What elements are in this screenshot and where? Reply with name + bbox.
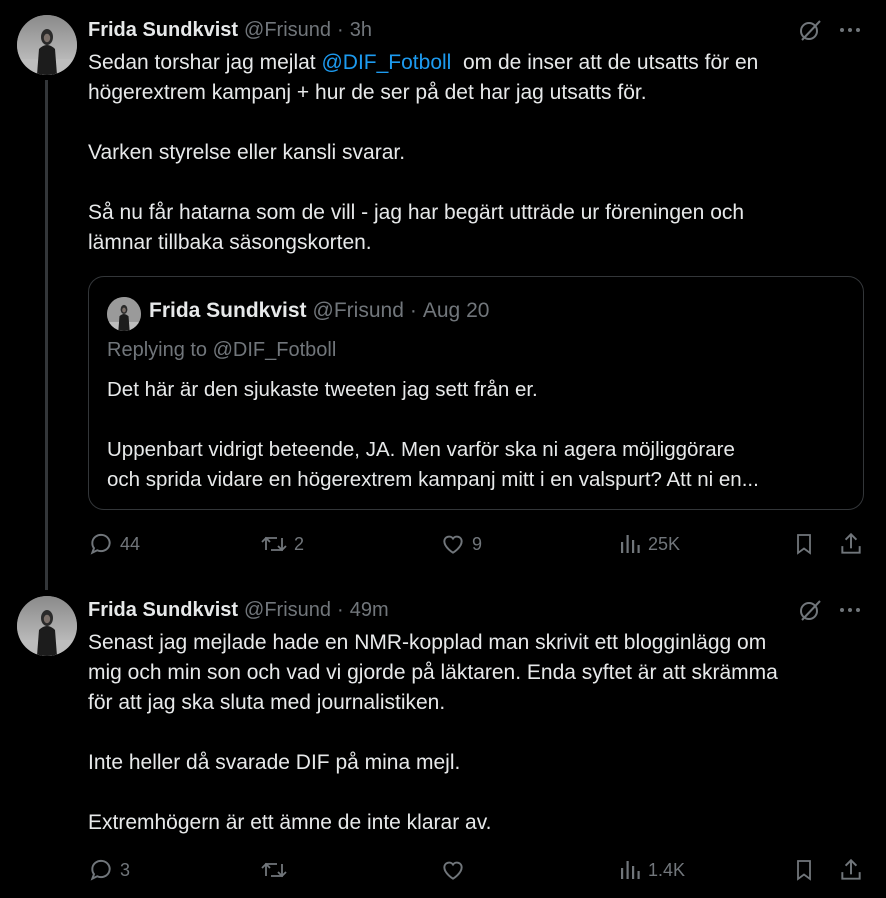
like-icon xyxy=(440,531,466,557)
reply-icon xyxy=(88,531,114,557)
tweet-top-icons xyxy=(798,598,862,622)
mention-link[interactable]: @DIF_Fotboll xyxy=(321,51,452,74)
tweet-text: Senast jag mejlade hade en NMR-kopplad man skrivit ett blogginlägg om mig och min son och vad vi gjorde på läktaren. Enda syftet är att skrämma för att jag ska sluta med journalistiken. Inte heller då svarade DIF på mina mejl. Extremhögern är ett ämne de inte klarar av. xyxy=(88,631,778,834)
quote-author-handle: @Frisund xyxy=(312,299,404,322)
bookmark-icon xyxy=(792,531,816,557)
tweet-text xyxy=(88,48,868,258)
tweet-2[interactable] xyxy=(0,590,886,898)
views-count: 25K xyxy=(648,533,681,554)
bookmark-icon xyxy=(792,857,816,883)
quote-separator: · xyxy=(409,299,417,322)
views-button[interactable] xyxy=(618,857,685,883)
separator: · xyxy=(337,18,344,41)
views-icon xyxy=(618,857,642,883)
tweet-top-icons xyxy=(798,18,862,42)
bookmark-button[interactable] xyxy=(792,531,816,557)
share-icon xyxy=(838,857,864,883)
quote-author-name: Frida Sundkvist xyxy=(149,299,307,322)
tweet-actions xyxy=(88,857,866,887)
share-button[interactable] xyxy=(838,857,864,883)
reply-count: 44 xyxy=(120,533,141,554)
quoted-tweet[interactable] xyxy=(88,276,864,510)
quote-header xyxy=(149,299,489,323)
author-name[interactable]: Frida Sundkvist xyxy=(88,598,239,621)
repost-icon xyxy=(260,857,288,883)
reply-count: 3 xyxy=(120,859,131,880)
reply-button[interactable] xyxy=(88,857,130,883)
reply-button[interactable] xyxy=(88,531,140,557)
quote-replying-to: Replying to @DIF_Fotboll xyxy=(107,339,337,361)
separator: · xyxy=(337,598,344,621)
like-button[interactable] xyxy=(440,531,482,557)
views-button[interactable] xyxy=(618,531,680,557)
tweet-header xyxy=(88,16,372,44)
views-icon xyxy=(618,531,642,557)
timestamp[interactable]: 3h xyxy=(349,18,372,41)
like-icon xyxy=(440,857,466,883)
quote-timestamp: Aug 20 xyxy=(422,299,490,322)
views-count: 1.4K xyxy=(648,859,686,880)
share-button[interactable] xyxy=(838,531,864,557)
quote-text: Det här är den sjukaste tweeten jag sett från er. Uppenbart vidrigt beteende, JA. Men varför ska ni agera möjliggörare och sprida vidare en högerextrem kampanj mitt i en valspurt? Att ni en... xyxy=(107,378,759,491)
bookmark-button[interactable] xyxy=(792,857,816,883)
author-handle[interactable]: @Frisund xyxy=(244,598,332,621)
repost-button[interactable] xyxy=(260,857,294,883)
timestamp[interactable]: 49m xyxy=(349,598,389,621)
tweet-header xyxy=(88,596,389,624)
like-count: 9 xyxy=(472,533,483,554)
avatar[interactable] xyxy=(17,15,77,75)
like-button[interactable] xyxy=(440,857,472,883)
author-name[interactable]: Frida Sundkvist xyxy=(88,18,239,41)
repost-button[interactable] xyxy=(260,531,304,557)
tweet-text-part: Sedan torshar jag mejlat xyxy=(88,51,322,74)
more-icon[interactable] xyxy=(838,598,862,622)
tweet-actions xyxy=(88,531,866,561)
repost-icon xyxy=(260,531,288,557)
share-icon xyxy=(838,531,864,557)
avatar[interactable] xyxy=(17,596,77,656)
quote-avatar xyxy=(107,297,141,331)
more-icon[interactable] xyxy=(838,18,862,42)
repost-count: 2 xyxy=(294,533,305,554)
tweet-text-part: om de inser att de utsatts för en högerextrem kampanj + hur de ser på det har jag utsatts för. Varken styrelse eller kansli svarar. Så nu får hatarna som de vill - jag har begärt utträde ur föreningen och lämnar tillbaka säsongskorten. xyxy=(88,51,759,254)
grok-icon[interactable] xyxy=(798,18,822,42)
reply-icon xyxy=(88,857,114,883)
thread-line xyxy=(45,80,48,590)
author-handle[interactable]: @Frisund xyxy=(244,18,332,41)
grok-icon[interactable] xyxy=(798,598,822,622)
